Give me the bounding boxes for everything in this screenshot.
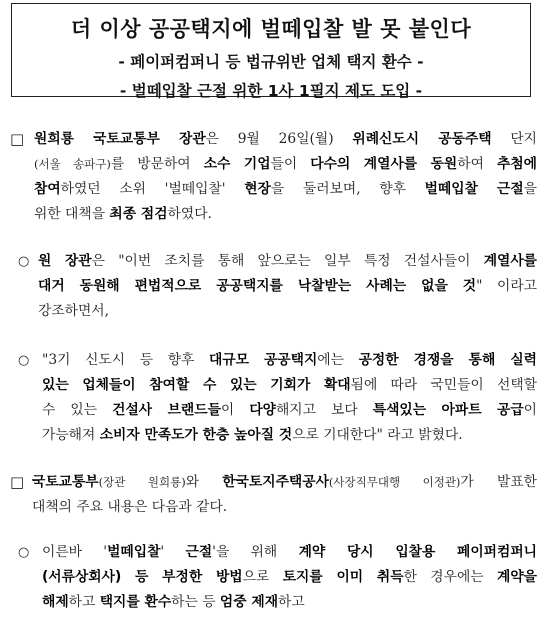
text-run: "3기 신도시 등 향후	[42, 352, 209, 368]
text-run: 을	[523, 181, 537, 197]
bold-text: 현장	[244, 181, 271, 197]
subtitle-1: - 페이퍼컴퍼니 등 법규위반 업체 택지 환수 -	[118, 53, 424, 71]
bold-text: 다수의 계열사를 동원	[310, 156, 458, 172]
bold-text: 다양	[249, 402, 276, 418]
bold-text: 토지를 이미 취득	[282, 569, 404, 585]
bold-text: 대규모 공공택지	[208, 352, 318, 368]
paragraph-line	[38, 274, 537, 299]
bold-text: 해제	[42, 594, 69, 610]
text-run: 으로 기대한다" 라고 밝혔다.	[292, 427, 463, 443]
text-run: 이	[523, 402, 537, 418]
title-box	[11, 3, 531, 100]
bold-text: 계약 당시 입찰용 페이퍼컴퍼니	[298, 544, 537, 560]
bold-text: 대거 동원해 편법적으로 공공택지를 낙찰받는 사례는 없을 것	[38, 278, 477, 294]
text-run: 대책의 주요 내용은 다음과 같다.	[32, 499, 228, 515]
text-run: 이	[220, 402, 250, 418]
bold-text: 원희룡 국토교통부 장관	[34, 131, 206, 147]
paragraph-line	[42, 348, 537, 373]
paragraph-line	[32, 470, 537, 495]
paragraph-line	[42, 423, 537, 448]
paragraph-line	[32, 495, 537, 520]
bold-text: 소비자 만족도가 한층 높아질 것	[99, 427, 293, 443]
text-run: 한 경우에는	[403, 569, 498, 585]
text-run: 은 9월 26일(월)	[205, 131, 353, 147]
bold-text: 추첨에	[497, 156, 537, 172]
bold-text: 택지를 환수	[99, 594, 172, 610]
text-run: 수 있는	[42, 402, 113, 418]
text-run: 을 둘러보며, 향후	[270, 181, 425, 197]
text-run: 강조하면서,	[38, 303, 110, 319]
text-run: 가 발표한	[460, 474, 537, 490]
text-run: '을 위해	[212, 544, 299, 560]
paragraph-visit	[34, 127, 537, 227]
paragraph-line	[34, 127, 537, 152]
text-run: 하고	[278, 594, 305, 610]
text-run: 하였던 소위 '벌떼입찰'	[60, 181, 245, 197]
text-run: 와	[185, 474, 223, 490]
bold-text: 한국토지주택공사	[222, 474, 329, 490]
text-run: 하는 등	[171, 594, 220, 610]
paragraph-line	[42, 565, 537, 590]
bold-text: 엄중 제재	[219, 594, 279, 610]
paragraph-line	[34, 152, 537, 177]
paragraph-line	[34, 202, 537, 227]
square-bullet-icon: □	[10, 130, 25, 148]
square-bullet-icon: □	[10, 473, 25, 491]
circle-bullet-icon: ○	[18, 545, 30, 560]
small-text: (장관 원희룡)	[98, 475, 186, 489]
paragraph-expectation	[42, 348, 537, 448]
text-run: 하여	[457, 156, 498, 172]
text-run: 이른바 '	[42, 544, 108, 560]
bold-text: 최종 점검	[109, 206, 168, 222]
bold-text: 벌떼입찰	[107, 544, 161, 560]
circle-bullet-icon: ○	[18, 353, 30, 368]
text-run: 하였다.	[167, 206, 212, 222]
bold-text: 계약을	[497, 569, 537, 585]
bold-text: 벌떼입찰 근절	[424, 181, 524, 197]
paragraph-line	[38, 299, 537, 324]
text-run: 위한 대책을	[34, 206, 110, 222]
paragraph-minister-quote	[38, 249, 537, 324]
subtitle-2: - 벌떼입찰 근절 위한 1사 1필지 제도 도입 -	[119, 82, 423, 100]
text-run: 단지	[491, 131, 537, 147]
paragraph-announcement	[32, 470, 537, 520]
bold-text: 위례신도시 공동주택	[352, 131, 492, 147]
text-run: 하고	[68, 594, 100, 610]
paragraph-sanctions	[42, 540, 537, 615]
bold-text: 소수 기업	[203, 156, 271, 172]
text-run: 은 "이번 조치를 통해 앞으로는 일부 특정 건설사들이	[91, 253, 484, 269]
paragraph-line	[42, 373, 537, 398]
bold-text: 근절	[185, 544, 213, 560]
bold-text: 건설사 브랜드들	[112, 402, 221, 418]
bold-text: 참여	[34, 181, 61, 197]
text-run: 들이	[270, 156, 311, 172]
paragraph-line	[42, 590, 537, 615]
text-run: " 이라고	[476, 278, 537, 294]
bold-text: 국토교통부	[32, 474, 99, 490]
bold-text: 공정한 경쟁을 통해 실력	[358, 352, 537, 368]
small-text: (서울 송파구)	[34, 157, 111, 171]
circle-bullet-icon: ○	[18, 254, 30, 269]
bold-text: 있는 업체들이 참여할 수 있는 기회가 확대	[42, 377, 351, 393]
bold-text: 계열사를	[483, 253, 537, 269]
text-run: 에는	[317, 352, 359, 368]
text-run: 를 방문하여	[110, 156, 204, 172]
text-run: '	[160, 544, 186, 560]
text-run: 해지고 보다	[275, 402, 373, 418]
bold-text: (서류상회사) 등 부정한 방법	[42, 569, 243, 585]
paragraph-line	[38, 249, 537, 274]
paragraph-line	[34, 177, 537, 202]
text-run: 가능해져	[42, 427, 100, 443]
page-title: 더 이상 공공택지에 벌떼입찰 발 못 붙인다	[70, 17, 472, 41]
bold-text: 원 장관	[38, 253, 92, 269]
text-run: 됨에 따라 국민들이 선택할	[350, 377, 537, 393]
bold-text: 특색있는 아파트 공급	[372, 402, 524, 418]
small-text: (사장직무대행 이정관)	[328, 475, 461, 489]
paragraph-line	[42, 398, 537, 423]
paragraph-line	[42, 540, 537, 565]
text-run: 으로	[242, 569, 283, 585]
